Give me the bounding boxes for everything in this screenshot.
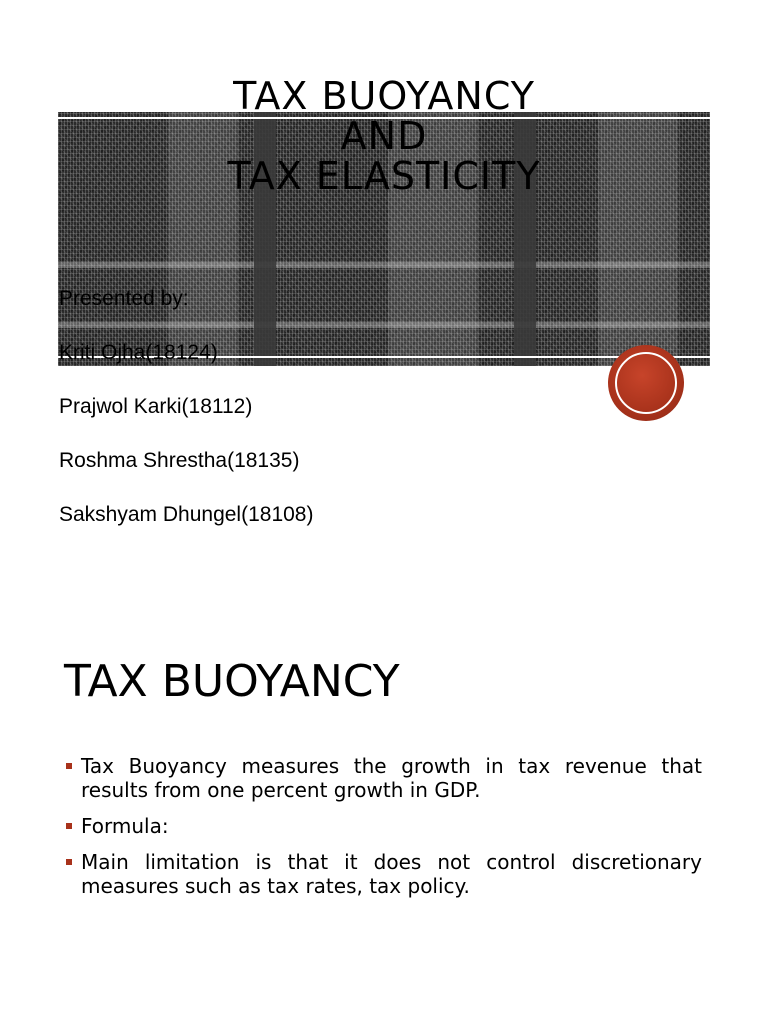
square-bullet-icon bbox=[66, 763, 72, 769]
bullet-item bbox=[64, 754, 702, 802]
decorative-circle-badge bbox=[608, 345, 684, 421]
bullet-list bbox=[64, 754, 702, 910]
square-bullet-icon bbox=[66, 823, 72, 829]
bullet-text: Tax Buoyancy measures the growth in tax revenue that results from one percent growth in GDP. bbox=[81, 754, 702, 802]
bullet-item bbox=[64, 850, 702, 898]
slide-title bbox=[58, 76, 710, 196]
title-line: TAX ELASTICITY bbox=[227, 154, 541, 198]
section-title: TAX BUOYANCY bbox=[64, 656, 400, 707]
presenter-name: Roshma Shrestha(18135) bbox=[59, 449, 300, 472]
texture-band-line bbox=[58, 262, 710, 268]
presenter-list bbox=[59, 272, 313, 542]
bullet-text: Main limitation is that it does not control discretionary measures such as tax rates, tax policy. bbox=[81, 850, 702, 898]
bullet-item bbox=[64, 814, 702, 838]
badge-ring bbox=[615, 352, 677, 414]
presenter-name: Kriti Ojha(18124) bbox=[59, 341, 218, 364]
square-bullet-icon bbox=[66, 859, 72, 865]
presenter-name: Sakshyam Dhungel(18108) bbox=[59, 503, 314, 526]
title-line: AND bbox=[340, 114, 428, 158]
title-line: TAX BUOYANCY bbox=[233, 74, 535, 118]
bullet-text: Formula: bbox=[81, 814, 169, 838]
presented-by-label: Presented by: bbox=[59, 287, 189, 310]
content-slide bbox=[0, 580, 768, 1024]
presenter-name: Prajwol Karki(18112) bbox=[59, 395, 253, 418]
